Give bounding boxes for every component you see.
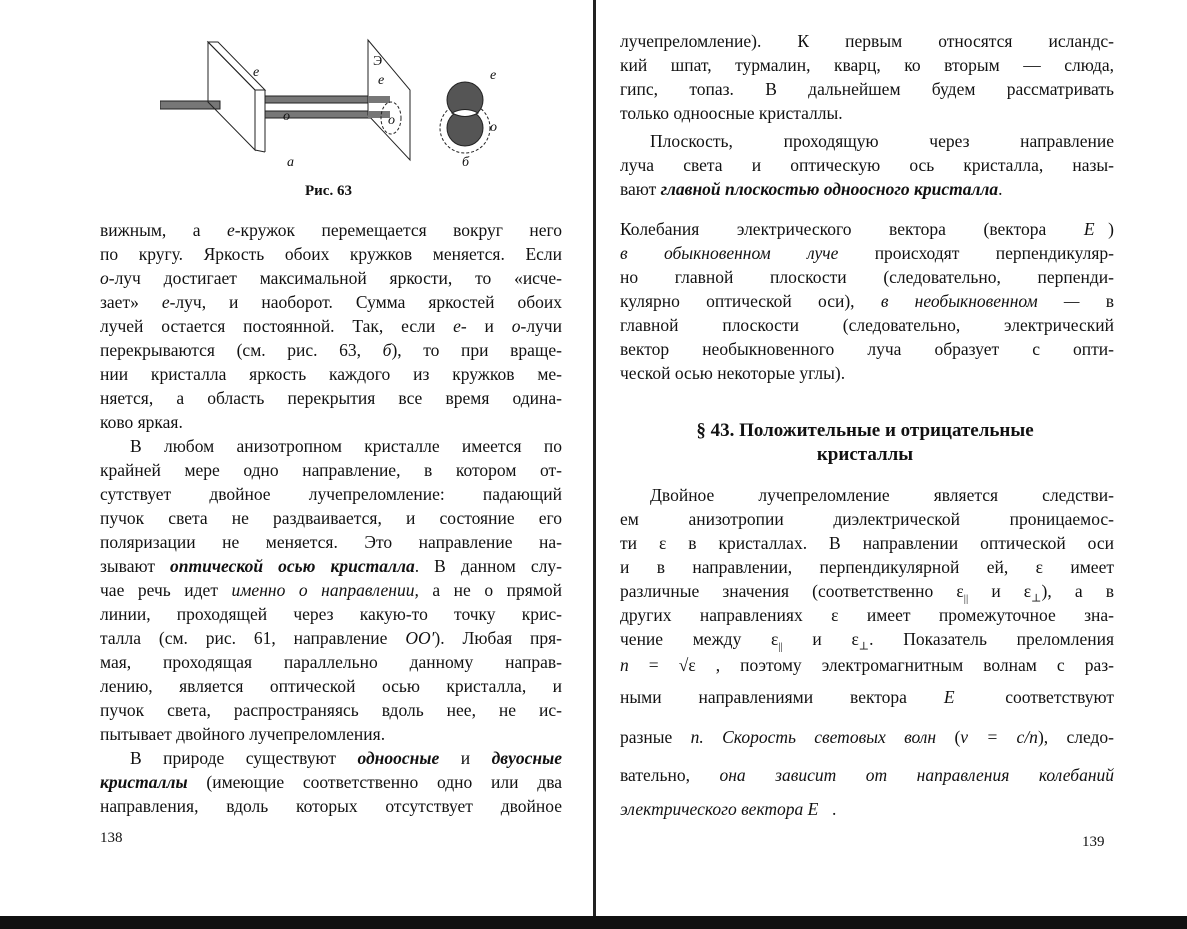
page-number-right: 139 [1082,834,1105,850]
text-line [100,531,562,553]
text-segment: -луч достигает максимальной яркости, то «исче- [108,268,562,288]
section-heading-line1: § 43. Положительные и отрицательные [696,420,1034,441]
text-line [100,723,562,745]
italic-text: е [226,220,235,240]
text-segment: мая, проходящая параллельно данному направ- [100,652,562,672]
text-segment: кий шпат, турмалин, кварц, ко вторым — слюда, [620,55,1114,75]
text-segment: || [778,640,783,653]
text-segment: вают [620,179,661,199]
text-line [620,266,1114,288]
emphasized-term: главной плоскостью одноосного кристалла [660,179,999,199]
text-segment: линии, проходящей через какую-то точку крис- [100,604,562,624]
text-line [100,651,562,673]
text-segment: ково яркая. [100,412,183,432]
page-number-left: 138 [100,830,123,846]
text-segment: ), то при враще- [391,340,562,360]
subfigure-b-label: б [462,155,470,170]
text-line [100,747,562,769]
italic-text: о [100,268,109,288]
text-segment: ем анизотропии диэлектрической проницаемос- [620,509,1114,529]
text-line [100,339,562,361]
italic-text: E⃗ [1083,219,1109,239]
italic-text: n. Скорость световых волн [690,727,937,747]
italic-text: E⃗ [943,687,969,707]
text-segment: только одноосные кристаллы. [620,103,843,123]
text-line [100,387,562,409]
emphasized-term: двуосные [491,748,562,768]
text-line [620,654,1114,676]
text-segment: и в направлении, перпендикулярной ей, ε имеет [620,557,1114,577]
birefringence-diagram [160,30,520,170]
italic-text: е [453,316,461,336]
spot-e-label: e [378,73,385,88]
text-line [620,726,1114,748]
screen-label: Э [373,54,383,69]
text-segment: луча света и оптическую ось кристалла, назы- [620,155,1114,175]
text-line [620,130,1114,152]
text-segment: няется, а область перекрытия все время одина- [100,388,562,408]
text-line [620,54,1114,76]
text-segment: различные значения (соответственно ε [620,581,964,601]
italic-text: е [161,292,170,312]
text-segment: и [439,748,492,768]
text-line [100,603,562,625]
text-segment: ческой осью некоторые углы). [620,363,846,383]
text-line [100,363,562,385]
italic-text: о [511,316,521,336]
text-line [100,795,562,817]
section-heading-line2: кристаллы [816,444,914,465]
text-line [620,242,1114,264]
text-segment: -луч, и наоборот. Сумма яркостей обоих [169,292,562,312]
text-segment: в [1079,291,1114,311]
text-line [100,291,562,313]
text-segment: а не о прямой [418,580,562,600]
text-line [620,686,1114,708]
text-segment: В природе существуют [130,748,358,768]
text-segment: сутствует двойное лучепреломление: падающий [100,484,562,504]
subfigure-a-label: а [287,155,294,170]
text-segment: || [963,592,969,605]
text-segment: перекрываются (см. рис. 63, [100,340,383,360]
text-segment: ( [936,727,961,747]
italic-text: она зависит от направления колебаний [719,765,1115,785]
text-segment: лучей остается постоянной. Так, если [100,316,454,336]
text-segment: ⊥ [858,640,870,653]
text-segment: -кружок перемещается вокруг него [234,220,562,240]
text-segment: Колебания электрического вектора (вектора [620,219,1084,239]
text-segment: В любом анизотропном кристалле имеется по [130,436,562,456]
text-line [620,484,1114,506]
text-line [100,435,562,457]
figure-caption: Рис. 63 [305,183,352,199]
text-segment: лению, является оптической осью кристалла, и [100,676,562,696]
book-fold [593,0,596,929]
text-line [100,699,562,721]
text-segment: чае речь идет [100,580,232,600]
text-line [100,243,562,265]
text-line [620,154,1114,176]
text-line [620,604,1114,626]
italic-text: б [382,340,392,360]
text-line [620,338,1114,360]
text-line [100,627,562,649]
text-segment: Двойное лучепреломление является следстви- [650,485,1114,505]
text-segment: по кругу. Яркость обоих кружков меняется. Если [100,244,562,264]
text-line [100,267,562,289]
text-segment: ти ε в кристаллах. В направлении оптической оси [620,533,1114,553]
text-line [100,219,562,241]
text-line [620,362,1114,384]
text-line [620,78,1114,100]
text-line [620,508,1114,530]
text-line [620,218,1114,240]
text-segment: ) [1108,219,1114,239]
text-segment: крайней мере одно направление, в котором от- [100,460,562,480]
text-segment: ⊥ [1031,592,1042,605]
text-segment: . В данном слу- [414,556,562,576]
text-segment: . [998,179,1003,199]
text-segment: талла (см. рис. 61, направление [100,628,406,648]
emphasized-term: оптической осью кристалла [170,556,415,576]
text-line [620,532,1114,554]
italic-text: в необыкновенном — [880,291,1080,311]
text-segment: поляризации не меняется. Это направление на- [100,532,562,552]
text-line [620,30,1114,52]
text-segment: -лучи [520,316,562,336]
text-segment: пучок света не раздваивается, и состояние его [100,508,562,528]
text-segment: вектор необыкновенного луча образует с опти- [620,339,1114,359]
italic-text: электрического вектора [620,799,808,819]
text-segment: Плоскость, проходящую через направление [650,131,1114,151]
scan-edge [0,916,1187,929]
text-segment: вательно, [620,765,720,785]
text-segment: ), а в [1041,581,1115,601]
text-segment: пытывает двойного лучепреломления. [100,724,386,744]
text-segment: ), следо- [1037,727,1114,747]
text-line [620,764,1114,786]
emphasized-term: одноосные [357,748,440,768]
text-segment: направления, вдоль которых отсутствует двойное [100,796,562,816]
text-line [100,675,562,697]
italic-text: OO′ [405,628,435,648]
text-segment: зает» [100,292,162,312]
text-segment: (имеющие соответственно одно или два [187,772,562,792]
text-line [100,555,562,577]
text-line [620,556,1114,578]
text-segment: кулярно оптической оси), [620,291,881,311]
emphasized-term: кристаллы [100,772,188,792]
text-line [100,315,562,337]
text-segment: . Показатель преломления [869,629,1114,649]
text-segment: происходят перпендикуляр- [838,243,1114,263]
text-segment: ). Любая пря- [434,628,562,648]
text-segment: - и [460,316,512,336]
spot-o-label: o [388,113,395,128]
text-line [100,411,562,433]
text-segment: чение между ε [620,629,779,649]
text-line [620,102,1114,124]
text-line [100,771,562,793]
text-segment: = √ε , поэтому электромагнитным волнам с раз- [628,655,1114,675]
text-segment: вижным, а [100,220,227,240]
circle-o-label: o [490,120,497,135]
italic-text: именно о направлении, [231,580,419,600]
text-line [620,290,1114,312]
text-segment: гипс, топаз. В дальнейшем будем рассматривать [620,79,1114,99]
text-segment: но главной плоскости (следовательно, перпенди- [620,267,1114,287]
text-segment: лучепреломление). К первым относятся исландс- [620,31,1114,51]
text-line [620,314,1114,336]
text-segment: нии кристалла яркость каждого из кружков ме- [100,364,562,384]
text-line [100,459,562,481]
text-line [100,483,562,505]
italic-text: n [620,655,629,675]
italic-text: в обыкновенном луче [620,243,839,263]
text-line [620,798,1114,820]
text-segment: пучок света, распространяясь вдоль нее, не ис- [100,700,562,720]
beam-o-label: o [283,109,290,124]
text-segment: . [831,799,837,819]
italic-text: v = c/n [960,727,1038,747]
text-segment: и ε [968,581,1032,601]
italic-text: E⃗ [807,799,832,819]
text-segment: зывают [100,556,171,576]
beam-e-label: e [253,65,260,80]
circle-e-label: e [490,68,497,83]
text-segment: и ε [782,629,859,649]
text-segment: других направлениях ε имеет промежуточное зна- [620,605,1114,625]
text-segment: разные [620,727,691,747]
text-segment: соответствуют [968,687,1115,707]
text-line [100,579,562,601]
text-segment: ными направлениями вектора [620,687,944,707]
text-line [620,178,1114,200]
text-segment: главной плоскости (следовательно, электрический [620,315,1114,335]
text-line [100,507,562,529]
